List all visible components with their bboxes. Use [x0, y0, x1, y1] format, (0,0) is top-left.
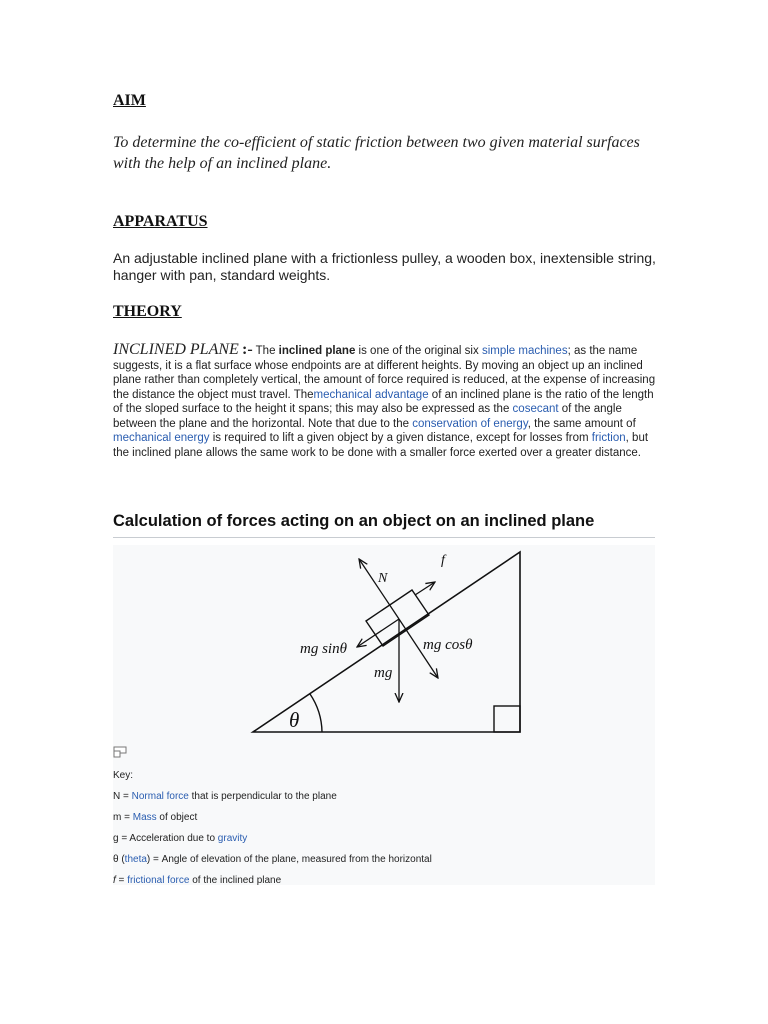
normal-force-link[interactable]: Normal force	[131, 791, 189, 802]
apparatus-text: An adjustable inclined plane with a frictionless pulley, a wooden box, inextensible string, hanger with pan, standard weights.	[113, 250, 656, 283]
figure-section-title: Calculation of forces acting on an object on an inclined plane	[113, 512, 655, 538]
inclined-plane-label: INCLINED PLANE	[113, 341, 239, 358]
enlarge-icon[interactable]	[113, 746, 127, 758]
mechanical-advantage-link[interactable]: mechanical advantage	[313, 388, 429, 401]
theory-text: , the same amount of	[527, 417, 636, 430]
key-text: g = Acceleration due to	[113, 833, 218, 844]
label-f: f	[441, 553, 445, 568]
figure-box	[113, 545, 655, 885]
key-row-theta	[113, 854, 653, 875]
apparatus-heading: APPARATUS	[113, 213, 208, 230]
theory-bold-term: inclined plane	[278, 345, 356, 357]
block	[366, 590, 429, 646]
gravity-link[interactable]: gravity	[217, 833, 248, 844]
mass-link[interactable]: Mass	[132, 812, 157, 823]
mg-sin-arrow	[357, 619, 399, 647]
conservation-of-energy-link[interactable]: conservation of energy	[412, 417, 528, 430]
key-text: N =	[113, 791, 132, 802]
key-row-mass	[113, 812, 653, 833]
theory-text: of the angle between the plane and the horizontal. Note that due to the	[113, 403, 622, 430]
key-text: of the inclined plane	[189, 875, 282, 886]
key-var-f: f	[113, 875, 116, 886]
theory-heading: THEORY	[113, 303, 182, 320]
aim-heading: AIM	[113, 92, 146, 109]
frictional-force-link[interactable]: frictional force	[127, 875, 190, 886]
friction-arrow	[415, 582, 435, 595]
theta-link[interactable]: theta	[124, 854, 147, 865]
key-text: of object	[156, 812, 198, 823]
cosecant-link[interactable]: cosecant	[512, 403, 559, 415]
theory-text: is required to lift a given object by a given distance, except for losses from	[209, 432, 592, 444]
key-text: that is perpendicular to the plane	[188, 791, 337, 802]
key-row-friction	[113, 875, 653, 896]
inclined-plane-diagram	[113, 545, 655, 745]
angle-arc	[310, 694, 322, 732]
friction-link[interactable]: friction	[591, 432, 626, 444]
key-text: =	[115, 875, 128, 886]
theory-paragraph	[113, 343, 658, 460]
right-angle-marker	[494, 706, 520, 732]
label-theta: θ	[289, 708, 300, 732]
key-title: Key:	[113, 770, 134, 781]
label-mg-sin-theta: mg sinθ	[300, 641, 347, 657]
theory-text: is one of the original six	[355, 345, 482, 357]
key-text: θ (	[113, 854, 125, 865]
key-text: m =	[113, 812, 133, 823]
theory-text: ; as the name suggests, it is a flat surface whose endpoints are at different heights. By moving an object up an inclined plane rather than completely vertical, the amount of force required is reduced, at the expense of increasing the distance the object must travel. The	[113, 345, 656, 401]
key-row-gravity	[113, 833, 653, 854]
label-mg: mg	[374, 665, 393, 681]
simple-machines-link[interactable]: simple machines	[481, 345, 568, 357]
key-row-normal	[113, 791, 653, 812]
mechanical-energy-link[interactable]: mechanical energy	[113, 432, 210, 444]
label-separator: :-	[242, 341, 253, 358]
key-text: ) = Angle of elevation of the plane, measured from the horizontal	[146, 854, 432, 865]
theory-text: , but the inclined plane allows the same work to be done with a smaller force exerted over a greater distance.	[113, 432, 649, 459]
aim-text: To determine the co-efficient of static friction between two given material surfaces with the help of an inclined plane.	[113, 134, 640, 172]
label-N: N	[378, 571, 388, 586]
figure-key	[113, 770, 653, 896]
theory-text: The	[255, 345, 279, 357]
normal-force-arrow	[359, 559, 399, 619]
theory-text: of an inclined plane is the ratio of the length of the sloped surface to the height it spans; this may also be expressed as the	[113, 388, 654, 415]
label-mg-cos-theta: mg cosθ	[423, 637, 473, 653]
